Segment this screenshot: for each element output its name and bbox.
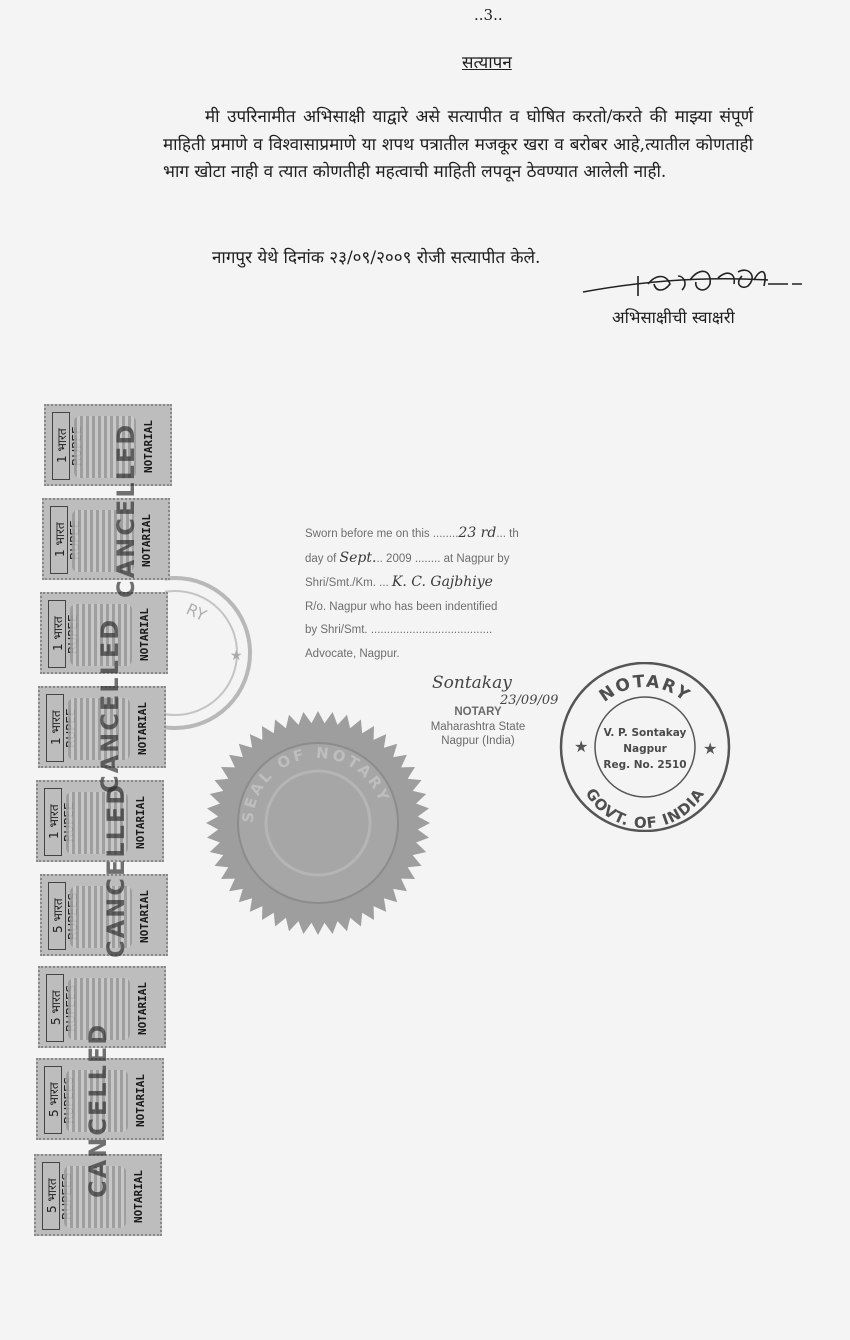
jurat-block [305, 522, 555, 666]
notary-signature: Sontakay [432, 673, 512, 693]
stamp-label: NOTARIAL [134, 796, 147, 850]
page-heading: सत्यापन [462, 53, 512, 73]
seal-text: SEAL OF NOTARY [238, 743, 394, 824]
embossed-seal [205, 710, 431, 936]
revenue-stamp [44, 404, 172, 486]
jurat-line-4: R/o. Nagpur who has been indentified [305, 600, 498, 613]
notary-state: Maharashtra State [430, 720, 526, 733]
stamp-label: NOTARIAL [138, 890, 151, 944]
stamp-value: 1 भारत [46, 694, 64, 762]
jurat-line-5: by Shri/Smt. ...................................... [305, 624, 493, 636]
stamp-label: NOTARIAL [140, 514, 153, 568]
stamp-label: NOTARIAL [136, 702, 149, 756]
stamp-name: V. P. Sontakay [603, 727, 687, 739]
cancelled-mark: CANCELLED [112, 422, 140, 598]
stamp-city: Nagpur [623, 743, 667, 755]
stamp-label: NOTARIAL [134, 1074, 147, 1128]
notary-label: NOTARY [454, 706, 502, 718]
stamp-value: 5 भारत [48, 882, 66, 950]
jurat-line-2: day of Sept... 2009 ........ at Nagpur by [305, 549, 510, 566]
place-date-line: नागपुर येथे दिनांक २३/०९/२००९ रोजी सत्यापीत केले. [212, 248, 541, 268]
stamp-value: 1 भारत [48, 600, 66, 668]
svg-text:★: ★ [230, 648, 243, 664]
cancelled-mark: CANCELLED [102, 782, 130, 958]
stamp-bottom-text: GOVT. OF INDIA [581, 784, 709, 832]
page-number: ..3.. [474, 6, 503, 24]
notary-city: Nagpur (India) [441, 735, 515, 747]
notary-designation [418, 705, 538, 749]
stamp-value: 5 भारत [46, 974, 64, 1042]
cancelled-mark: CANCELLED [96, 617, 124, 793]
jurat-line-3: Shri/Smt./Km. ... K. C. Gajbhiye [305, 574, 493, 590]
handwritten-name: K. C. Gajbhiye [391, 574, 493, 590]
handwritten-month: Sept. [339, 549, 377, 566]
stamp-reg-number: Reg. No. 2510 [603, 759, 687, 771]
svg-text:GOVT. OF INDIA [582, 785, 708, 832]
star-icon: ★ [574, 737, 589, 756]
cancelled-mark: CANCELLED [84, 1022, 112, 1198]
stamp-value: 5 भारत [42, 1162, 60, 1230]
stamp-value: 1 भारत [50, 506, 68, 574]
stamp-top-text: NOTARY [595, 671, 695, 707]
signature-label: अभिसाक्षीची स्वाक्षरी [612, 308, 735, 327]
notary-signature-date: 23/09/09 [500, 693, 559, 708]
stamp-label: NOTARIAL [142, 420, 155, 474]
svg-text:RY: RY [183, 599, 210, 626]
stamp-label: NOTARIAL [132, 1170, 145, 1224]
stamp-label: NOTARIAL [138, 608, 151, 662]
svg-text:NOTARY [596, 672, 695, 707]
stamp-value: 1 भारत [52, 412, 70, 480]
jurat-line-1: Sworn before me on this ........23 rd... th [305, 525, 519, 541]
verification-paragraph: मी उपरिनामीत अभिसाक्षी याद्वारे असे सत्यापीत व घोषित करतो/करते की माझ्या संपूर्ण माहिती प्रमाणे व विश्वासाप्रमाणे या शपथ पत्रातील मजकूर खरा व बरोबर आहे,त्यातील कोणताही भाग खोटा नाही व त्यात कोणतीही महत्वाची माहिती लपवून ठेवण्यात आलेली नाही. [163, 107, 753, 182]
stamp-label: NOTARIAL [136, 982, 149, 1036]
notary-rubber-stamp [555, 662, 735, 832]
revenue-stamp [42, 498, 170, 580]
handwritten-day: 23 rd [458, 525, 497, 541]
stamp-value: 5 भारत [44, 1066, 62, 1134]
star-icon: ★ [703, 739, 718, 758]
stamp-value: 1 भारत [44, 788, 62, 856]
jurat-line-6: Advocate, Nagpur. [305, 647, 400, 660]
revenue-stamps-column [32, 398, 187, 1243]
